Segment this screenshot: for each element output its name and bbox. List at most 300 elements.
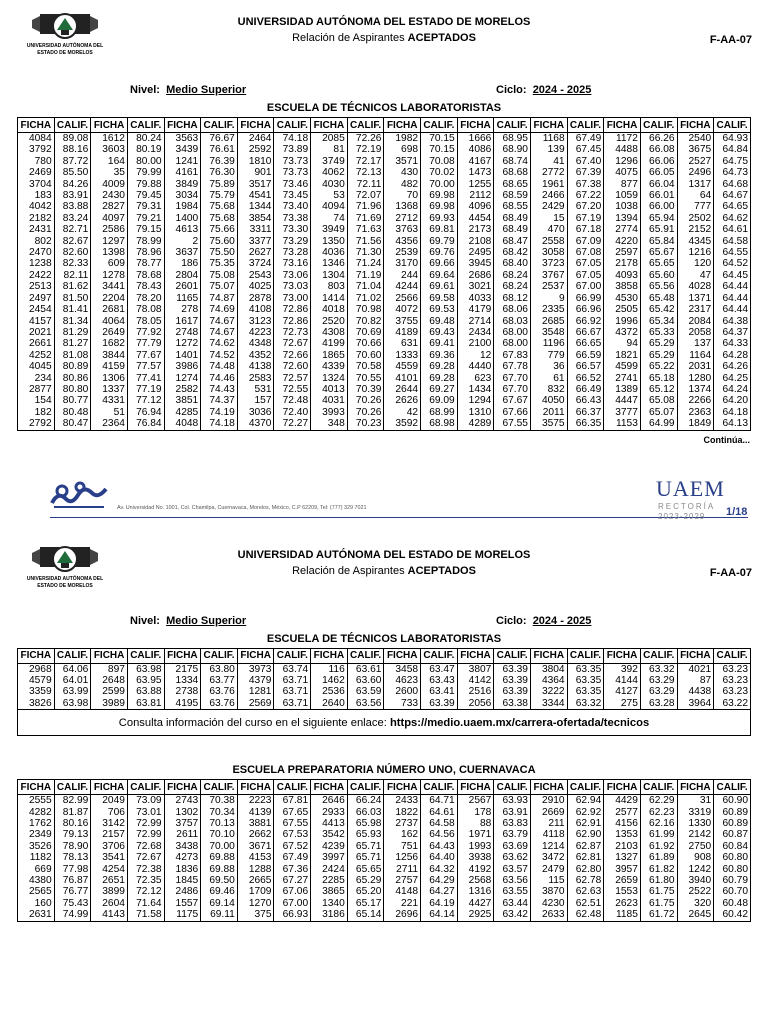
ficha-cell: 3319 — [677, 807, 714, 818]
ficha-cell: 2178 — [604, 258, 641, 269]
calif-cell: 63.71 — [274, 686, 311, 697]
ficha-cell: 3571 — [384, 156, 421, 167]
ficha-cell: 803 — [311, 281, 348, 292]
calif-cell: 64.75 — [714, 156, 751, 167]
calif-cell: 69.81 — [421, 224, 458, 235]
ficha-cell: 2662 — [237, 829, 274, 840]
calif-cell: 64.19 — [421, 898, 458, 909]
ficha-cell: 2516 — [457, 686, 494, 697]
ficha-cell: 733 — [384, 698, 421, 710]
table-row — [18, 807, 751, 818]
ficha-cell: 1612 — [91, 133, 128, 145]
calif-cell: 66.05 — [640, 167, 677, 178]
calif-cell: 63.29 — [640, 675, 677, 686]
ficha-cell: 1473 — [457, 167, 494, 178]
ficha-cell: 2623 — [604, 898, 641, 909]
calif-cell: 77.41 — [127, 373, 164, 384]
ficha-cell: 4048 — [164, 418, 201, 430]
ficha-cell: 2933 — [311, 807, 348, 818]
ficha-cell: 2049 — [91, 795, 128, 807]
ficha-cell: 4153 — [237, 852, 274, 863]
ficha-cell: 2173 — [457, 224, 494, 235]
ficha-cell: 221 — [384, 898, 421, 909]
column-header: FICHA — [164, 780, 201, 795]
ficha-cell: 2757 — [384, 875, 421, 886]
ficha-cell: 3123 — [237, 316, 274, 327]
ficha-cell: 4062 — [311, 167, 348, 178]
calif-cell: 64.25 — [714, 373, 751, 384]
calif-cell: 68.24 — [494, 270, 531, 281]
calif-cell: 69.76 — [421, 247, 458, 258]
section-title: ESCUELA DE TÉCNICOS LABORATORISTAS — [266, 102, 502, 114]
ficha-cell: 1182 — [18, 852, 55, 863]
calif-cell: 64.20 — [714, 395, 751, 406]
calif-cell: 74.18 — [274, 133, 311, 145]
ficha-cell: 137 — [677, 338, 714, 349]
nivel-value: Medio Superior — [166, 614, 247, 627]
ficha-cell: 1821 — [604, 350, 641, 361]
ficha-cell: 1368 — [384, 201, 421, 212]
calif-cell: 60.42 — [714, 909, 751, 921]
ficha-cell: 4030 — [311, 179, 348, 190]
calif-cell: 82.60 — [54, 247, 91, 258]
calif-cell: 69.66 — [421, 258, 458, 269]
calif-cell: 74.37 — [201, 395, 238, 406]
ficha-cell: 278 — [164, 304, 201, 315]
column-header: FICHA — [384, 118, 421, 133]
ficha-cell: 3945 — [457, 258, 494, 269]
ficha-cell: 2537 — [530, 281, 567, 292]
ficha-cell: 3749 — [311, 156, 348, 167]
calif-cell: 64.06 — [54, 663, 91, 675]
column-header: FICHA — [237, 648, 274, 663]
ficha-cell: 88 — [457, 818, 494, 829]
calif-cell: 78.05 — [127, 316, 164, 327]
calif-cell: 72.86 — [274, 316, 311, 327]
calif-cell: 89.08 — [54, 133, 91, 145]
ficha-cell: 4156 — [604, 818, 641, 829]
calif-cell: 80.47 — [54, 418, 91, 430]
calif-cell: 72.26 — [347, 133, 384, 145]
column-header: FICHA — [457, 780, 494, 795]
calif-cell: 65.14 — [347, 909, 384, 921]
calif-cell: 70.26 — [347, 407, 384, 418]
ficha-cell: 2182 — [18, 213, 55, 224]
calif-cell: 63.83 — [494, 818, 531, 829]
calif-cell: 72.55 — [274, 384, 311, 395]
ficha-cell: 482 — [384, 179, 421, 190]
calif-cell: 73.16 — [274, 258, 311, 269]
calif-cell: 73.73 — [274, 156, 311, 167]
calif-cell: 80.86 — [54, 373, 91, 384]
calif-cell: 66.43 — [567, 395, 604, 406]
column-header: CALIF. — [714, 118, 751, 133]
calif-cell: 71.63 — [347, 224, 384, 235]
calif-cell: 80.16 — [54, 818, 91, 829]
calif-cell: 63.99 — [54, 686, 91, 697]
calif-cell: 69.50 — [201, 875, 238, 886]
calif-cell: 80.00 — [127, 156, 164, 167]
ficha-cell: 3826 — [18, 698, 55, 710]
calif-cell: 62.63 — [567, 886, 604, 897]
calif-cell: 63.47 — [421, 663, 458, 675]
ficha-cell: 2568 — [457, 875, 494, 886]
calif-cell: 71.04 — [347, 281, 384, 292]
calif-cell: 65.60 — [640, 270, 677, 281]
ficha-cell: 2686 — [457, 270, 494, 281]
calif-cell: 71.58 — [127, 909, 164, 921]
ficha-cell: 1288 — [237, 864, 274, 875]
nivel-label: Nivel: — [130, 84, 160, 96]
ficha-cell: 2877 — [18, 384, 55, 395]
ficha-cell: 275 — [604, 698, 641, 710]
table-row — [18, 270, 751, 281]
calif-cell: 65.34 — [640, 316, 677, 327]
ficha-cell: 3865 — [311, 886, 348, 897]
calif-cell: 80.77 — [54, 395, 91, 406]
ficha-cell: 4352 — [237, 350, 274, 361]
ficha-cell: 1327 — [604, 852, 641, 863]
ficha-cell: 3170 — [384, 258, 421, 269]
ficha-cell: 1400 — [164, 213, 201, 224]
calif-cell: 71.19 — [347, 270, 384, 281]
calif-cell: 63.56 — [347, 698, 384, 710]
ficha-cell: 81 — [311, 144, 348, 155]
ficha-cell: 623 — [457, 373, 494, 384]
calif-cell: 69.11 — [201, 909, 238, 921]
ficha-cell: 4364 — [530, 675, 567, 686]
calif-cell: 64.93 — [714, 133, 751, 145]
calif-cell: 65.29 — [640, 338, 677, 349]
ficha-cell: 4220 — [604, 236, 641, 247]
ficha-cell: 1270 — [237, 898, 274, 909]
calif-cell: 72.60 — [274, 361, 311, 372]
calif-cell: 73.89 — [274, 144, 311, 155]
calif-cell: 63.81 — [127, 698, 164, 710]
ficha-cell: 3058 — [530, 247, 567, 258]
calif-cell: 68.68 — [494, 167, 531, 178]
ficha-cell: 4018 — [311, 304, 348, 315]
ficha-cell: 4195 — [164, 698, 201, 710]
ficha-cell: 2527 — [677, 156, 714, 167]
calif-cell: 68.03 — [494, 316, 531, 327]
calif-cell: 78.43 — [127, 281, 164, 292]
calif-cell: 66.08 — [640, 144, 677, 155]
calif-cell: 67.52 — [274, 841, 311, 852]
ficha-cell: 4159 — [91, 361, 128, 372]
ficha-cell: 4179 — [457, 304, 494, 315]
table-row — [18, 327, 751, 338]
calif-cell: 64.14 — [421, 909, 458, 921]
calif-cell: 63.35 — [567, 663, 604, 675]
calif-cell: 70.66 — [347, 338, 384, 349]
logo-text-line2: ESTADO DE MORELOS — [37, 50, 93, 56]
calif-cell: 66.93 — [274, 909, 311, 921]
calif-cell: 75.35 — [201, 258, 238, 269]
ficha-cell: 4230 — [530, 898, 567, 909]
calif-cell: 67.81 — [274, 795, 311, 807]
course-link[interactable]: https://medio.uaem.mx/carrera-ofertada/tecnicos — [389, 717, 650, 730]
ficha-cell: 3938 — [457, 852, 494, 863]
ficha-cell: 2056 — [457, 698, 494, 710]
ficha-cell: 2925 — [457, 909, 494, 921]
ficha-cell: 2649 — [91, 327, 128, 338]
ficha-cell: 4021 — [677, 663, 714, 675]
ficha-cell: 3575 — [530, 418, 567, 430]
calif-cell: 64.44 — [714, 281, 751, 292]
calif-cell: 73.46 — [274, 179, 311, 190]
calif-cell: 68.90 — [494, 144, 531, 155]
calif-cell: 72.07 — [347, 190, 384, 201]
ficha-cell: 2021 — [18, 327, 55, 338]
table-row — [18, 373, 751, 384]
ficha-cell: 4072 — [384, 304, 421, 315]
column-header: FICHA — [18, 648, 55, 663]
calif-cell: 63.98 — [54, 698, 91, 710]
ficha-cell: 1317 — [677, 179, 714, 190]
column-header: FICHA — [457, 648, 494, 663]
nivel-value: Medio Superior — [166, 84, 247, 96]
calif-cell: 72.66 — [274, 350, 311, 361]
ficha-cell: 1294 — [457, 395, 494, 406]
calif-cell: 60.87 — [714, 829, 751, 840]
ficha-cell: 1153 — [604, 418, 641, 430]
ficha-cell: 2469 — [18, 167, 55, 178]
calif-cell: 63.23 — [714, 675, 751, 686]
calif-cell: 74.62 — [201, 338, 238, 349]
calif-cell: 62.78 — [567, 875, 604, 886]
ficha-cell: 2434 — [457, 327, 494, 338]
subtitle-prefix: Relación de Aspirantes — [292, 564, 408, 577]
ficha-cell: 2737 — [384, 818, 421, 829]
ficha-cell: 4440 — [457, 361, 494, 372]
calif-cell: 78.08 — [127, 304, 164, 315]
ficha-cell: 3438 — [164, 841, 201, 852]
calif-cell: 64.28 — [714, 350, 751, 361]
ficha-cell: 87 — [677, 675, 714, 686]
ficha-cell: 2741 — [604, 373, 641, 384]
calif-cell: 66.96 — [567, 304, 604, 315]
ciclo-value: 2024 - 2025 — [532, 614, 592, 627]
ficha-cell: 3542 — [311, 829, 348, 840]
calif-cell: 68.42 — [494, 247, 531, 258]
calif-cell: 60.84 — [714, 841, 751, 852]
ficha-cell: 2540 — [677, 133, 714, 145]
ficha-cell: 1238 — [18, 258, 55, 269]
calif-cell: 70.69 — [347, 327, 384, 338]
calif-cell: 62.23 — [640, 807, 677, 818]
column-header: FICHA — [604, 648, 641, 663]
ficha-cell: 1304 — [311, 270, 348, 281]
ficha-cell: 3854 — [237, 213, 274, 224]
calif-cell: 82.67 — [54, 236, 91, 247]
table-row — [18, 213, 751, 224]
calif-cell: 65.48 — [640, 293, 677, 304]
ficha-cell: 244 — [384, 270, 421, 281]
column-header: FICHA — [237, 780, 274, 795]
report-subtitle — [0, 565, 768, 577]
ficha-cell: 1865 — [311, 350, 348, 361]
calif-cell: 63.32 — [640, 663, 677, 675]
table-row — [18, 384, 751, 395]
calif-cell: 80.80 — [54, 384, 91, 395]
column-header: CALIF. — [494, 648, 531, 663]
calif-cell: 62.90 — [567, 829, 604, 840]
ficha-cell: 2505 — [604, 304, 641, 315]
ficha-cell: 1434 — [457, 384, 494, 395]
ficha-cell: 1617 — [164, 316, 201, 327]
nivel-field — [130, 615, 246, 627]
table-row — [18, 686, 751, 697]
ficha-cell: 35 — [91, 167, 128, 178]
calif-cell: 67.83 — [494, 350, 531, 361]
calif-cell: 66.04 — [640, 179, 677, 190]
calif-cell: 64.55 — [714, 247, 751, 258]
ficha-cell: 2152 — [677, 224, 714, 235]
ficha-cell: 2335 — [530, 304, 567, 315]
calif-cell: 66.01 — [640, 190, 677, 201]
calif-cell: 72.27 — [274, 418, 311, 430]
ficha-cell: 1822 — [384, 807, 421, 818]
ficha-cell: 3849 — [164, 179, 201, 190]
calif-cell: 63.32 — [567, 698, 604, 710]
ficha-cell: 4599 — [604, 361, 641, 372]
column-header: FICHA — [164, 648, 201, 663]
calif-cell: 69.09 — [421, 395, 458, 406]
calif-cell: 81.87 — [54, 807, 91, 818]
table-row — [18, 663, 751, 675]
ficha-cell: 1296 — [604, 156, 641, 167]
calif-cell: 60.80 — [714, 864, 751, 875]
calif-cell: 77.98 — [54, 864, 91, 875]
calif-cell: 61.89 — [640, 852, 677, 863]
calif-cell: 69.58 — [421, 293, 458, 304]
calif-cell: 68.59 — [494, 190, 531, 201]
calif-cell: 63.80 — [201, 663, 238, 675]
ficha-cell: 47 — [677, 270, 714, 281]
ficha-cell: 178 — [457, 807, 494, 818]
table-row — [18, 201, 751, 212]
calif-cell: 76.30 — [201, 167, 238, 178]
ficha-cell: 2583 — [237, 373, 274, 384]
ficha-cell: 4438 — [677, 686, 714, 697]
calif-cell: 79.13 — [54, 829, 91, 840]
ficha-cell: 2496 — [677, 167, 714, 178]
calif-cell: 79.45 — [127, 190, 164, 201]
calif-cell: 75.60 — [201, 236, 238, 247]
calif-cell: 60.80 — [714, 852, 751, 863]
calif-cell: 72.99 — [127, 818, 164, 829]
ficha-cell: 348 — [311, 418, 348, 430]
calif-cell: 63.28 — [640, 698, 677, 710]
column-header: FICHA — [384, 780, 421, 795]
ficha-cell: 4033 — [457, 293, 494, 304]
calif-cell: 62.16 — [640, 818, 677, 829]
ficha-cell: 2659 — [604, 875, 641, 886]
ficha-cell: 2968 — [18, 663, 55, 675]
ficha-cell: 3458 — [384, 663, 421, 675]
ficha-cell: 162 — [384, 829, 421, 840]
calif-cell: 63.42 — [494, 909, 531, 921]
ficha-cell: 4199 — [311, 338, 348, 349]
calif-cell: 73.01 — [127, 807, 164, 818]
calif-cell: 70.55 — [347, 373, 384, 384]
calif-cell: 67.18 — [567, 224, 604, 235]
ficha-cell: 2058 — [677, 327, 714, 338]
column-header: CALIF. — [567, 780, 604, 795]
table-row — [18, 247, 751, 258]
calif-cell: 71.64 — [127, 898, 164, 909]
ficha-cell: 2569 — [237, 698, 274, 710]
results-table — [17, 779, 751, 921]
ficha-cell: 4138 — [237, 361, 274, 372]
calif-cell: 64.29 — [421, 875, 458, 886]
column-header: CALIF. — [274, 780, 311, 795]
subtitle-prefix: Relación de Aspirantes — [292, 32, 408, 44]
calif-cell: 64.26 — [714, 361, 751, 372]
ficha-cell: 1302 — [164, 807, 201, 818]
nivel-field — [130, 84, 246, 96]
calif-cell: 65.56 — [640, 281, 677, 292]
ficha-cell: 3359 — [18, 686, 55, 697]
ficha-cell: 4559 — [384, 361, 421, 372]
table-row — [18, 338, 751, 349]
course-link-box — [17, 710, 751, 736]
table-row — [18, 156, 751, 167]
ficha-cell: 3881 — [237, 818, 274, 829]
ficha-cell: 2600 — [384, 686, 421, 697]
column-header: CALIF. — [567, 648, 604, 663]
column-header: CALIF. — [347, 648, 384, 663]
ciclo-label: Ciclo: — [496, 84, 527, 96]
ficha-cell: 2651 — [91, 875, 128, 886]
ficha-cell: 1165 — [164, 293, 201, 304]
ficha-cell: 4097 — [91, 213, 128, 224]
calif-cell: 77.67 — [127, 350, 164, 361]
calif-cell: 79.31 — [127, 201, 164, 212]
calif-cell: 63.76 — [201, 686, 238, 697]
calif-cell: 64.43 — [421, 841, 458, 852]
ficha-cell: 9 — [530, 293, 567, 304]
column-header: CALIF. — [347, 780, 384, 795]
ficha-cell: 2644 — [384, 384, 421, 395]
ficha-cell: 4142 — [457, 675, 494, 686]
calif-cell: 74.52 — [201, 350, 238, 361]
column-header: CALIF. — [274, 118, 311, 133]
table-row — [18, 361, 751, 372]
calif-cell: 75.66 — [201, 224, 238, 235]
column-header: FICHA — [457, 118, 494, 133]
table-row — [18, 224, 751, 235]
calif-cell: 78.90 — [54, 841, 91, 852]
calif-cell: 70.58 — [347, 361, 384, 372]
column-header: FICHA — [237, 118, 274, 133]
ficha-cell: 4488 — [604, 144, 641, 155]
ficha-cell: 779 — [530, 350, 567, 361]
calif-cell: 64.62 — [714, 213, 751, 224]
ficha-cell: 1414 — [311, 293, 348, 304]
column-header: CALIF. — [201, 118, 238, 133]
ficha-cell: 42 — [384, 407, 421, 418]
ficha-cell: 3870 — [530, 886, 567, 897]
ficha-cell: 2464 — [237, 133, 274, 145]
calif-cell: 64.01 — [54, 675, 91, 686]
ficha-cell: 116 — [311, 663, 348, 675]
footer-address: Av. Universidad No. 1001, Col. Chamilpa, Cuernavaca, Morelos, México, C.P 62209, Tel: (777) 329 7021 — [117, 504, 367, 511]
ficha-cell: 4108 — [237, 304, 274, 315]
ficha-cell: 3804 — [530, 663, 567, 675]
calif-cell: 67.67 — [494, 395, 531, 406]
